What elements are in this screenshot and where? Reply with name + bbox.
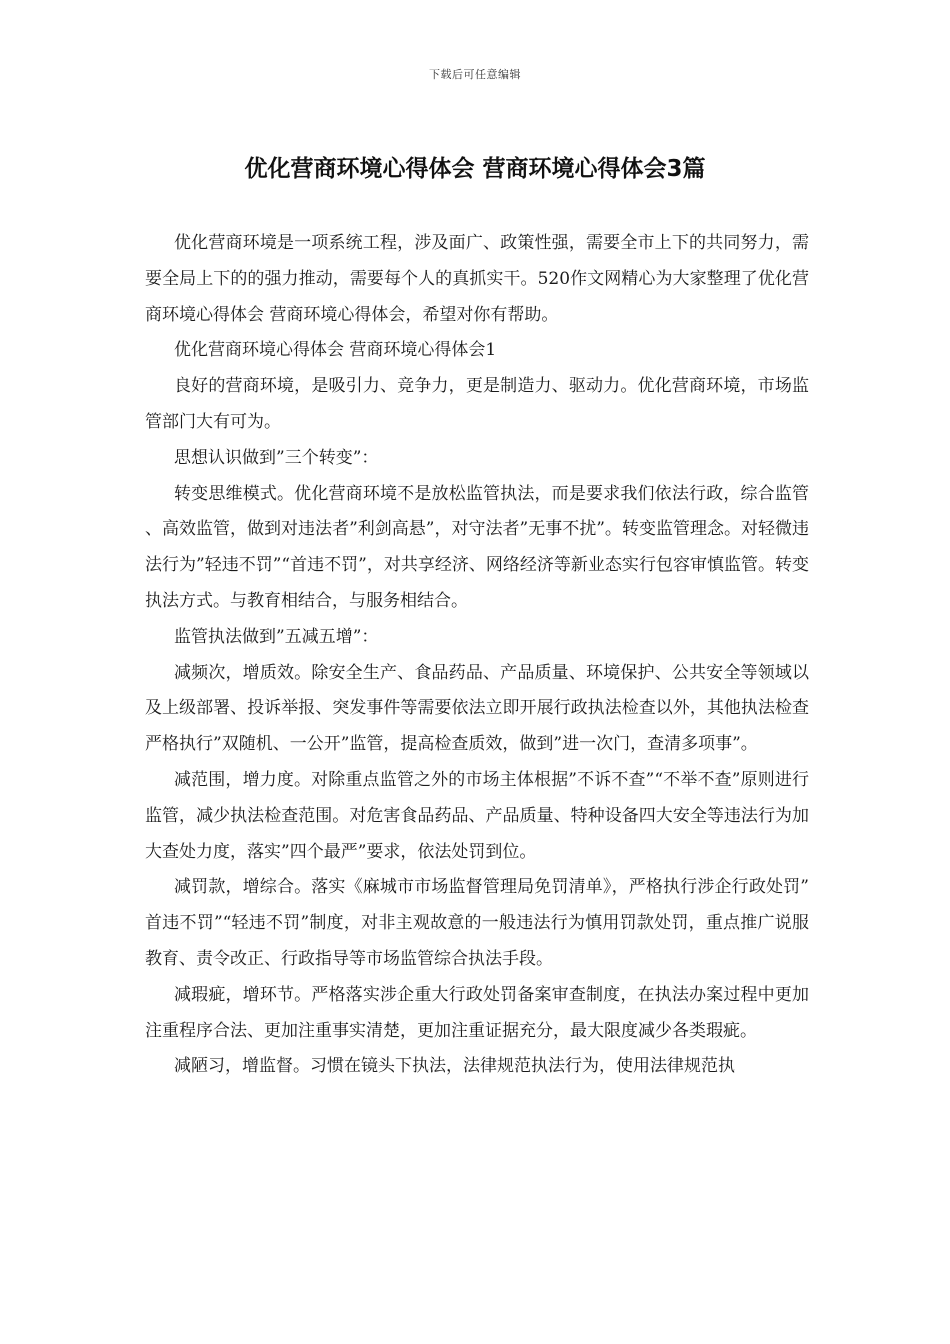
paragraph-intro: 优化营商环境是一项系统工程，涉及面广、政策性强，需要全市上下的共同努力，需要全局上下的的强力推动，需要每个人的真抓实干。520作文网精心为大家整理了优化营商环境心得体会 营商环境心得体会，希望对你有帮助。	[145, 233, 809, 325]
paragraph-heading: 思想认识做到”三个转变”：	[174, 447, 379, 468]
paragraph: 减陋习，增监督。习惯在镜头下执法，法律规范执法行为，使用法律规范执	[174, 1056, 735, 1077]
header-note: 下载后可任意编辑	[429, 68, 521, 81]
paragraph: 减频次，增质效。除安全生产、食品药品、产品质量、环境保护、公共安全等领域以及上级部署、投诉举报、突发事件等需要依法立即开展行政执法检查以外，其他执法检查严格执行”双随机、一公开”监管，提高检查质效，做到”进一次门，查清多项事”。	[145, 662, 809, 755]
document-title: 优化营商环境心得体会 营商环境心得体会3篇	[244, 156, 706, 182]
paragraph: 转变思维模式。优化营商环境不是放松监管执法，而是要求我们依法行政，综合监管、高效监管，做到对违法者”利剑高悬”，对守法者”无事不扰”。转变监管理念。对轻微违法行为”轻违不罚”“首违不罚”，对共享经济、网络经济等新业态实行包容审慎监管。转变执法方式。与教育相结合，与服务相结合。	[145, 483, 809, 611]
paragraph: 减瑕疵，增环节。严格落实涉企重大行政处罚备案审查制度，在执法办案过程中更加注重程序合法、更加注重事实清楚，更加注重证据充分，最大限度减少各类瑕疵。	[145, 984, 809, 1041]
paragraph-subtitle: 优化营商环境心得体会 营商环境心得体会1	[174, 340, 497, 361]
document-body	[145, 226, 809, 1085]
paragraph: 减罚款，增综合。落实《麻城市市场监督管理局免罚清单》，严格执行涉企行政处罚”首违不罚”“轻违不罚”制度，对非主观故意的一般违法行为慎用罚款处罚，重点推广说服教育、责令改正、行政指导等市场监管综合执法手段。	[145, 877, 809, 969]
paragraph: 减范围，增力度。对除重点监管之外的市场主体根据”不诉不查”“不举不查”原则进行监管，减少执法检查范围。对危害食品药品、产品质量、特种设备四大安全等违法行为加大查处力度，落实”四个最严”要求，依法处罚到位。	[145, 769, 809, 862]
paragraph-heading: 监管执法做到”五减五增”：	[174, 626, 379, 647]
paragraph: 良好的营商环境，是吸引力、竞争力，更是制造力、驱动力。优化营商环境，市场监管部门大有可为。	[145, 376, 809, 432]
